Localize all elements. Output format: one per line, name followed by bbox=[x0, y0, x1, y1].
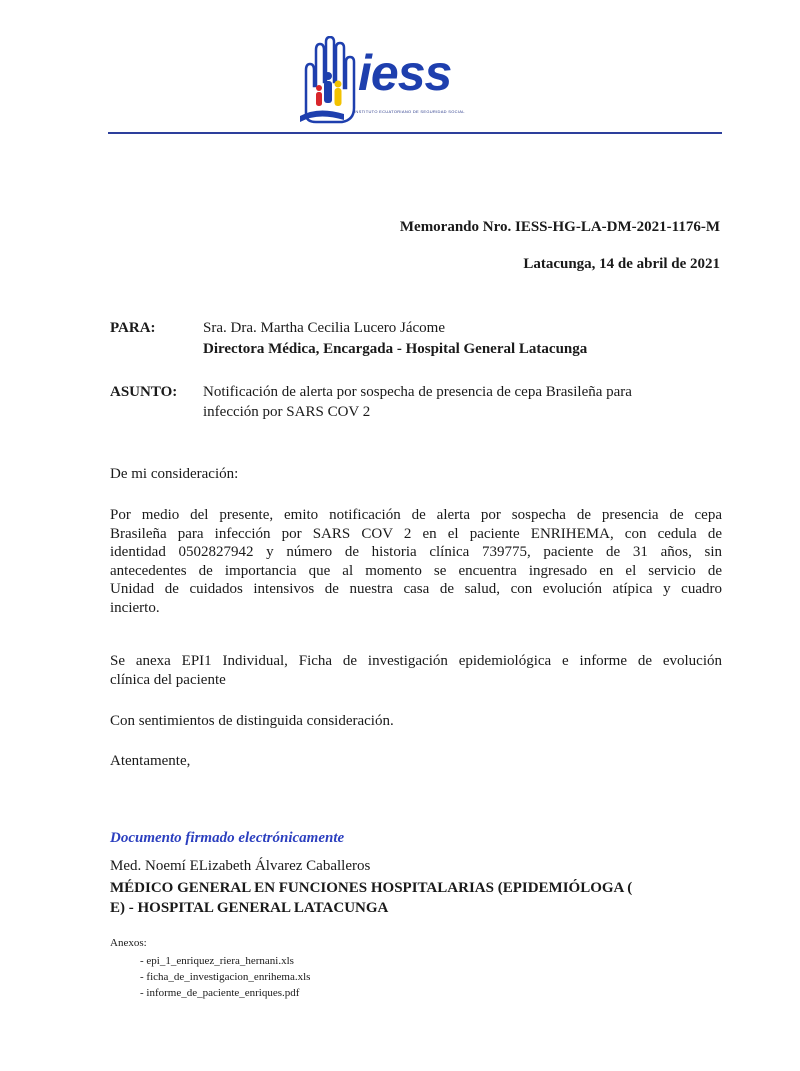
iess-logo bbox=[298, 36, 508, 128]
body-paragraph-2 bbox=[110, 652, 722, 689]
annex-list bbox=[140, 953, 310, 1001]
annex-file-link[interactable]: - informe_de_paciente_enriques.pdf bbox=[140, 987, 300, 999]
greeting: De mi consideración: bbox=[110, 466, 239, 482]
memo-number: Memorando Nro. IESS-HG-LA-DM-2021-1176-M bbox=[399, 219, 720, 235]
annex-file-link[interactable]: - epi_1_enriquez_riera_hernani.xls bbox=[140, 955, 294, 967]
annex-file-link[interactable]: - ficha_de_investigacion_enrihema.xls bbox=[140, 971, 311, 983]
paragraph-1-line: antecedentes de importancia que al momento se encuentra ingresado en el servicio de bbox=[110, 562, 722, 579]
paragraph-1-line: Unidad de cuidados intensivos de nuestra casa de salud, con evolución atípica y cuadro bbox=[110, 581, 722, 598]
recipient-title: Directora Médica, Encargada - Hospital General Latacunga bbox=[203, 341, 588, 357]
header-divider bbox=[108, 132, 722, 134]
para-label: PARA: bbox=[110, 320, 156, 336]
paragraph-1-line: incierto. bbox=[110, 599, 160, 616]
paragraph-1-line: Brasileña para infección por SARS COV 2 en el paciente ENRIHEMA, con cedula de bbox=[110, 525, 722, 542]
hand-family-logo-icon bbox=[298, 36, 358, 128]
paragraph-1-line: identidad 0502827942 y número de historia clínica 739775, paciente de 31 años, sin bbox=[110, 544, 722, 561]
closing-line: Con sentimientos de distinguida consideración. bbox=[110, 713, 394, 729]
electronic-signature-note: Documento firmado electrónicamente bbox=[110, 830, 345, 846]
memo-place-date: Latacunga, 14 de abril de 2021 bbox=[523, 256, 720, 272]
asunto-label: ASUNTO: bbox=[110, 384, 178, 400]
logo-subtitle: INSTITUTO ECUATORIANO DE SEGURIDAD SOCIAL bbox=[354, 109, 465, 114]
paragraph-2-line: clínica del paciente bbox=[110, 671, 226, 688]
signer-role bbox=[110, 878, 722, 918]
subject-line-1: Notificación de alerta por sospecha de presencia de cepa Brasileña para bbox=[203, 384, 632, 400]
paragraph-1-line: Por medio del presente, emito notificación de alerta por sospecha de presencia de cepa bbox=[110, 507, 722, 523]
signer-name: Med. Noemí ELizabeth Álvarez Caballeros bbox=[110, 858, 371, 874]
subject-line-2: infección por SARS COV 2 bbox=[203, 404, 371, 420]
signer-role-line: E) - HOSPITAL GENERAL LATACUNGA bbox=[110, 900, 389, 916]
paragraph-2-line: Se anexa EPI1 Individual, Ficha de investigación epidemiológica e informe de evolución bbox=[110, 653, 722, 669]
logo-wordmark: iess bbox=[358, 45, 452, 101]
signer-role-line: MÉDICO GENERAL EN FUNCIONES HOSPITALARIAS (EPIDEMIÓLOGA ( bbox=[110, 880, 633, 896]
sign-off: Atentamente, bbox=[110, 753, 191, 769]
recipient-name: Sra. Dra. Martha Cecilia Lucero Jácome bbox=[203, 320, 445, 336]
annexes-title: Anexos: bbox=[110, 937, 147, 949]
body-paragraph-1 bbox=[110, 506, 722, 618]
